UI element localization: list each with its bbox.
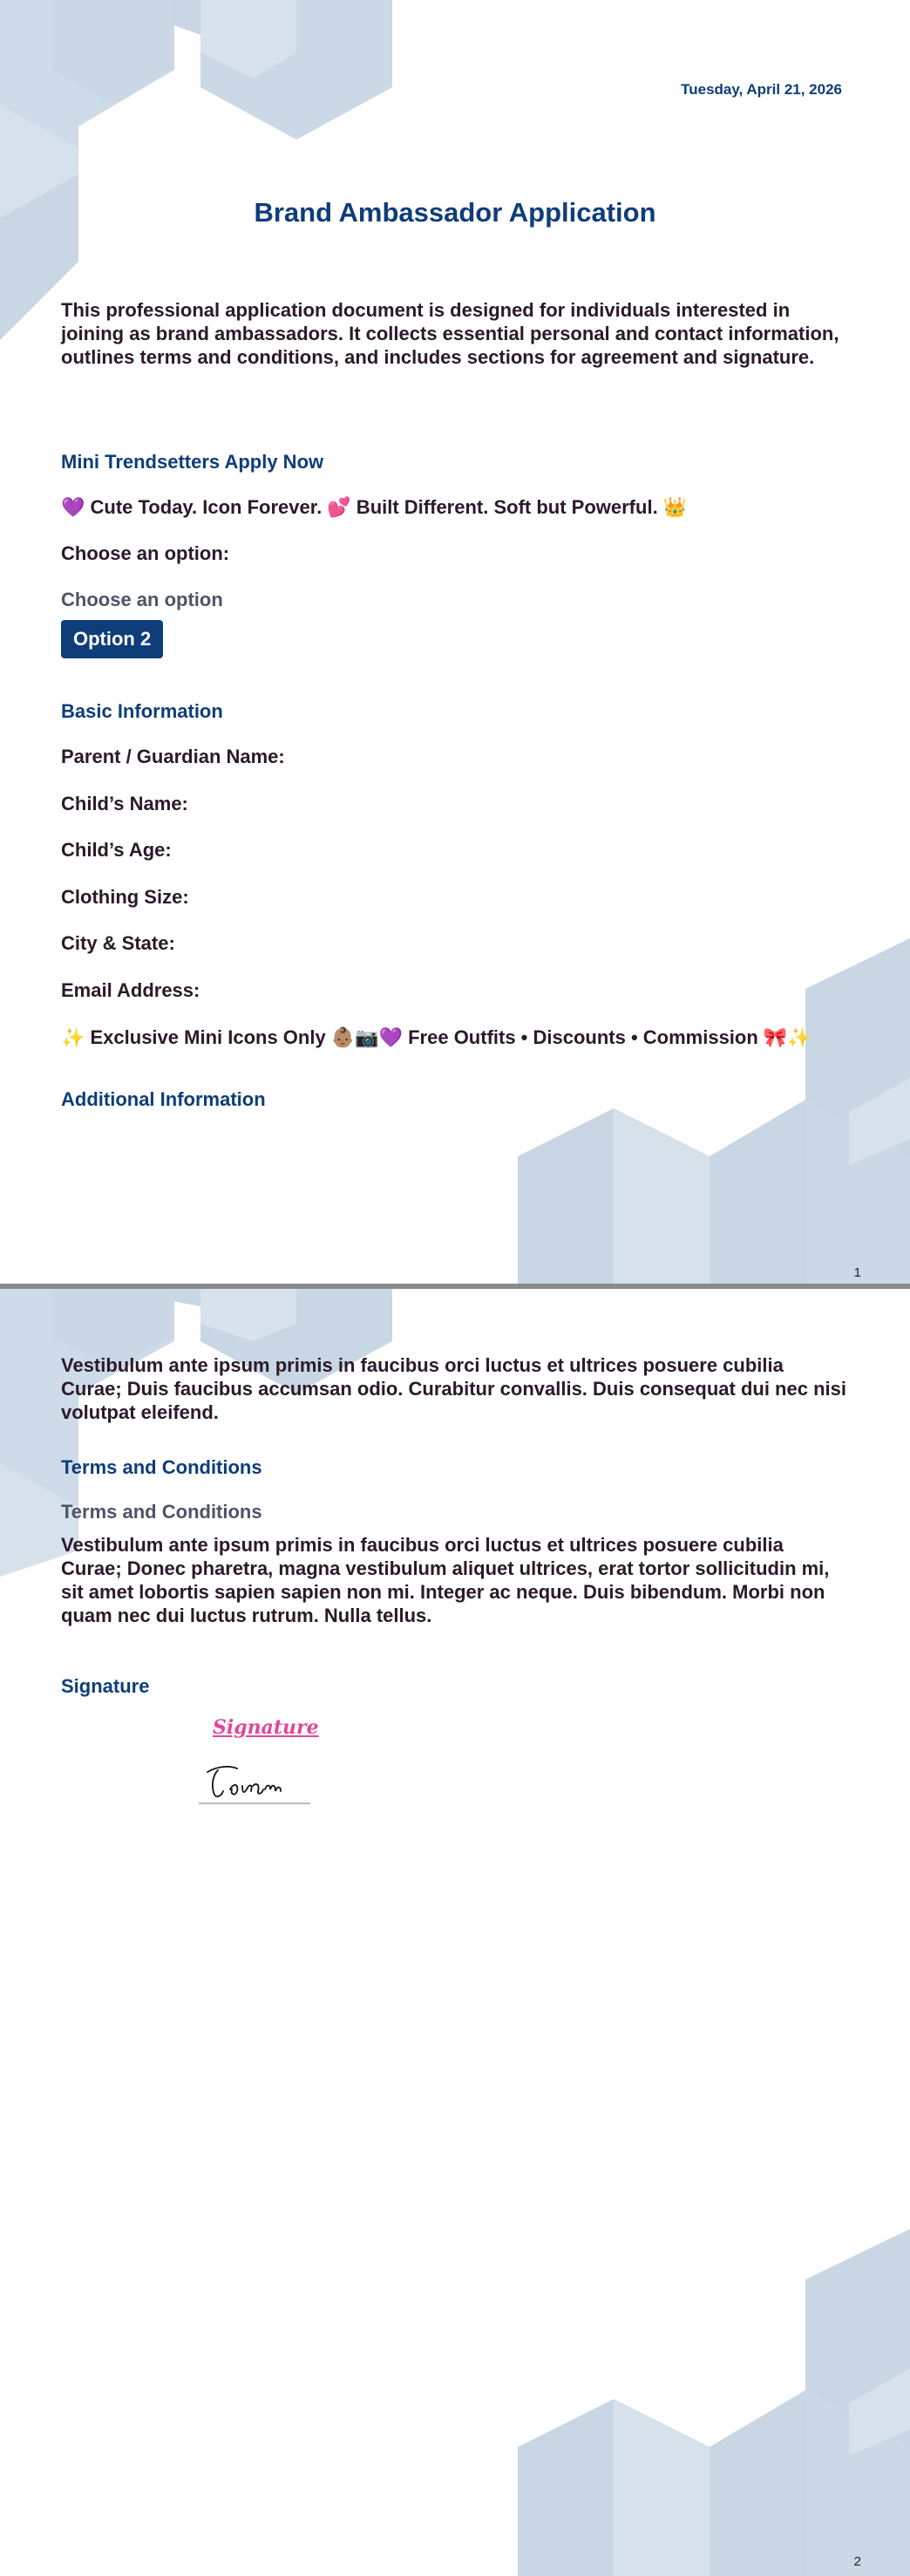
parent-guardian-name-field[interactable]: Parent / Guardian Name: [61,746,285,767]
page-number: 2 [853,2554,861,2569]
document-page-2 [0,1289,910,2576]
intro-paragraph: This professional application document is designed for individuals interested in joining as brand ambassadors. It collects essential personal and contact information, outlines terms and conditions, and includes sections for agreement and signature. [61,299,839,368]
mini-trendsetters-heading: Mini Trendsetters Apply Now [61,451,324,473]
signature-label-text: Signature [213,1716,319,1739]
signature-heading: Signature [61,1675,150,1697]
additional-information-text: Vestibulum ante ipsum primis in faucibus orci luctus et ultrices posuere cubilia Curae; Duis faucibus accumsan odio. Curabitur convallis. Duis consequat dui nec nisi volutpat eleifend. [61,1354,846,1423]
hexagon-decoration-bottom-right [518,2229,910,2576]
tagline: 💜 Cute Today. Icon Forever. 💕 Built Different. Soft but Powerful. 👑 [61,496,688,518]
terms-heading: Terms and Conditions [61,1456,262,1478]
option-2-button[interactable]: Option 2 [61,620,163,658]
city-state-field[interactable]: City & State: [61,932,175,954]
terms-subheading: Terms and Conditions [61,1501,262,1523]
signature-label [213,1716,319,1739]
basic-information-heading: Basic Information [61,700,223,722]
perks-line: ✨ Exclusive Mini Icons Only 👶🏽📷💜 Free Outfits • Discounts • Commission 🎀✨ [61,1026,812,1048]
child-age-field[interactable]: Child’s Age: [61,839,172,861]
child-name-field[interactable]: Child’s Name: [61,793,188,814]
choose-option-subheading: Choose an option [61,589,223,610]
terms-text: Vestibulum ante ipsum primis in faucibus orci luctus et ultrices posuere cubilia Curae; Donec pharetra, magna vestibulum aliquet ultrices, erat tortor sollicitudin mi, sit amet lobortis sapien sapien non mi. Integer ac neque. Duis bibendum. Morbi non quam nec dui luctus rutrum. Nulla tellus. [61,1534,830,1626]
document-date: Tuesday, April 21, 2026 [681,81,842,98]
email-address-field[interactable]: Email Address: [61,979,200,1001]
choose-option-label: Choose an option: [61,542,230,564]
document-page-1 [0,0,910,1284]
hexagon-decoration-bottom-right [518,938,910,1284]
document-title: Brand Ambassador Application [254,197,656,228]
additional-information-heading: Additional Information [61,1088,266,1110]
clothing-size-field[interactable]: Clothing Size: [61,886,189,908]
page-number: 1 [853,1265,861,1280]
handwritten-signature[interactable] [199,1760,310,1805]
